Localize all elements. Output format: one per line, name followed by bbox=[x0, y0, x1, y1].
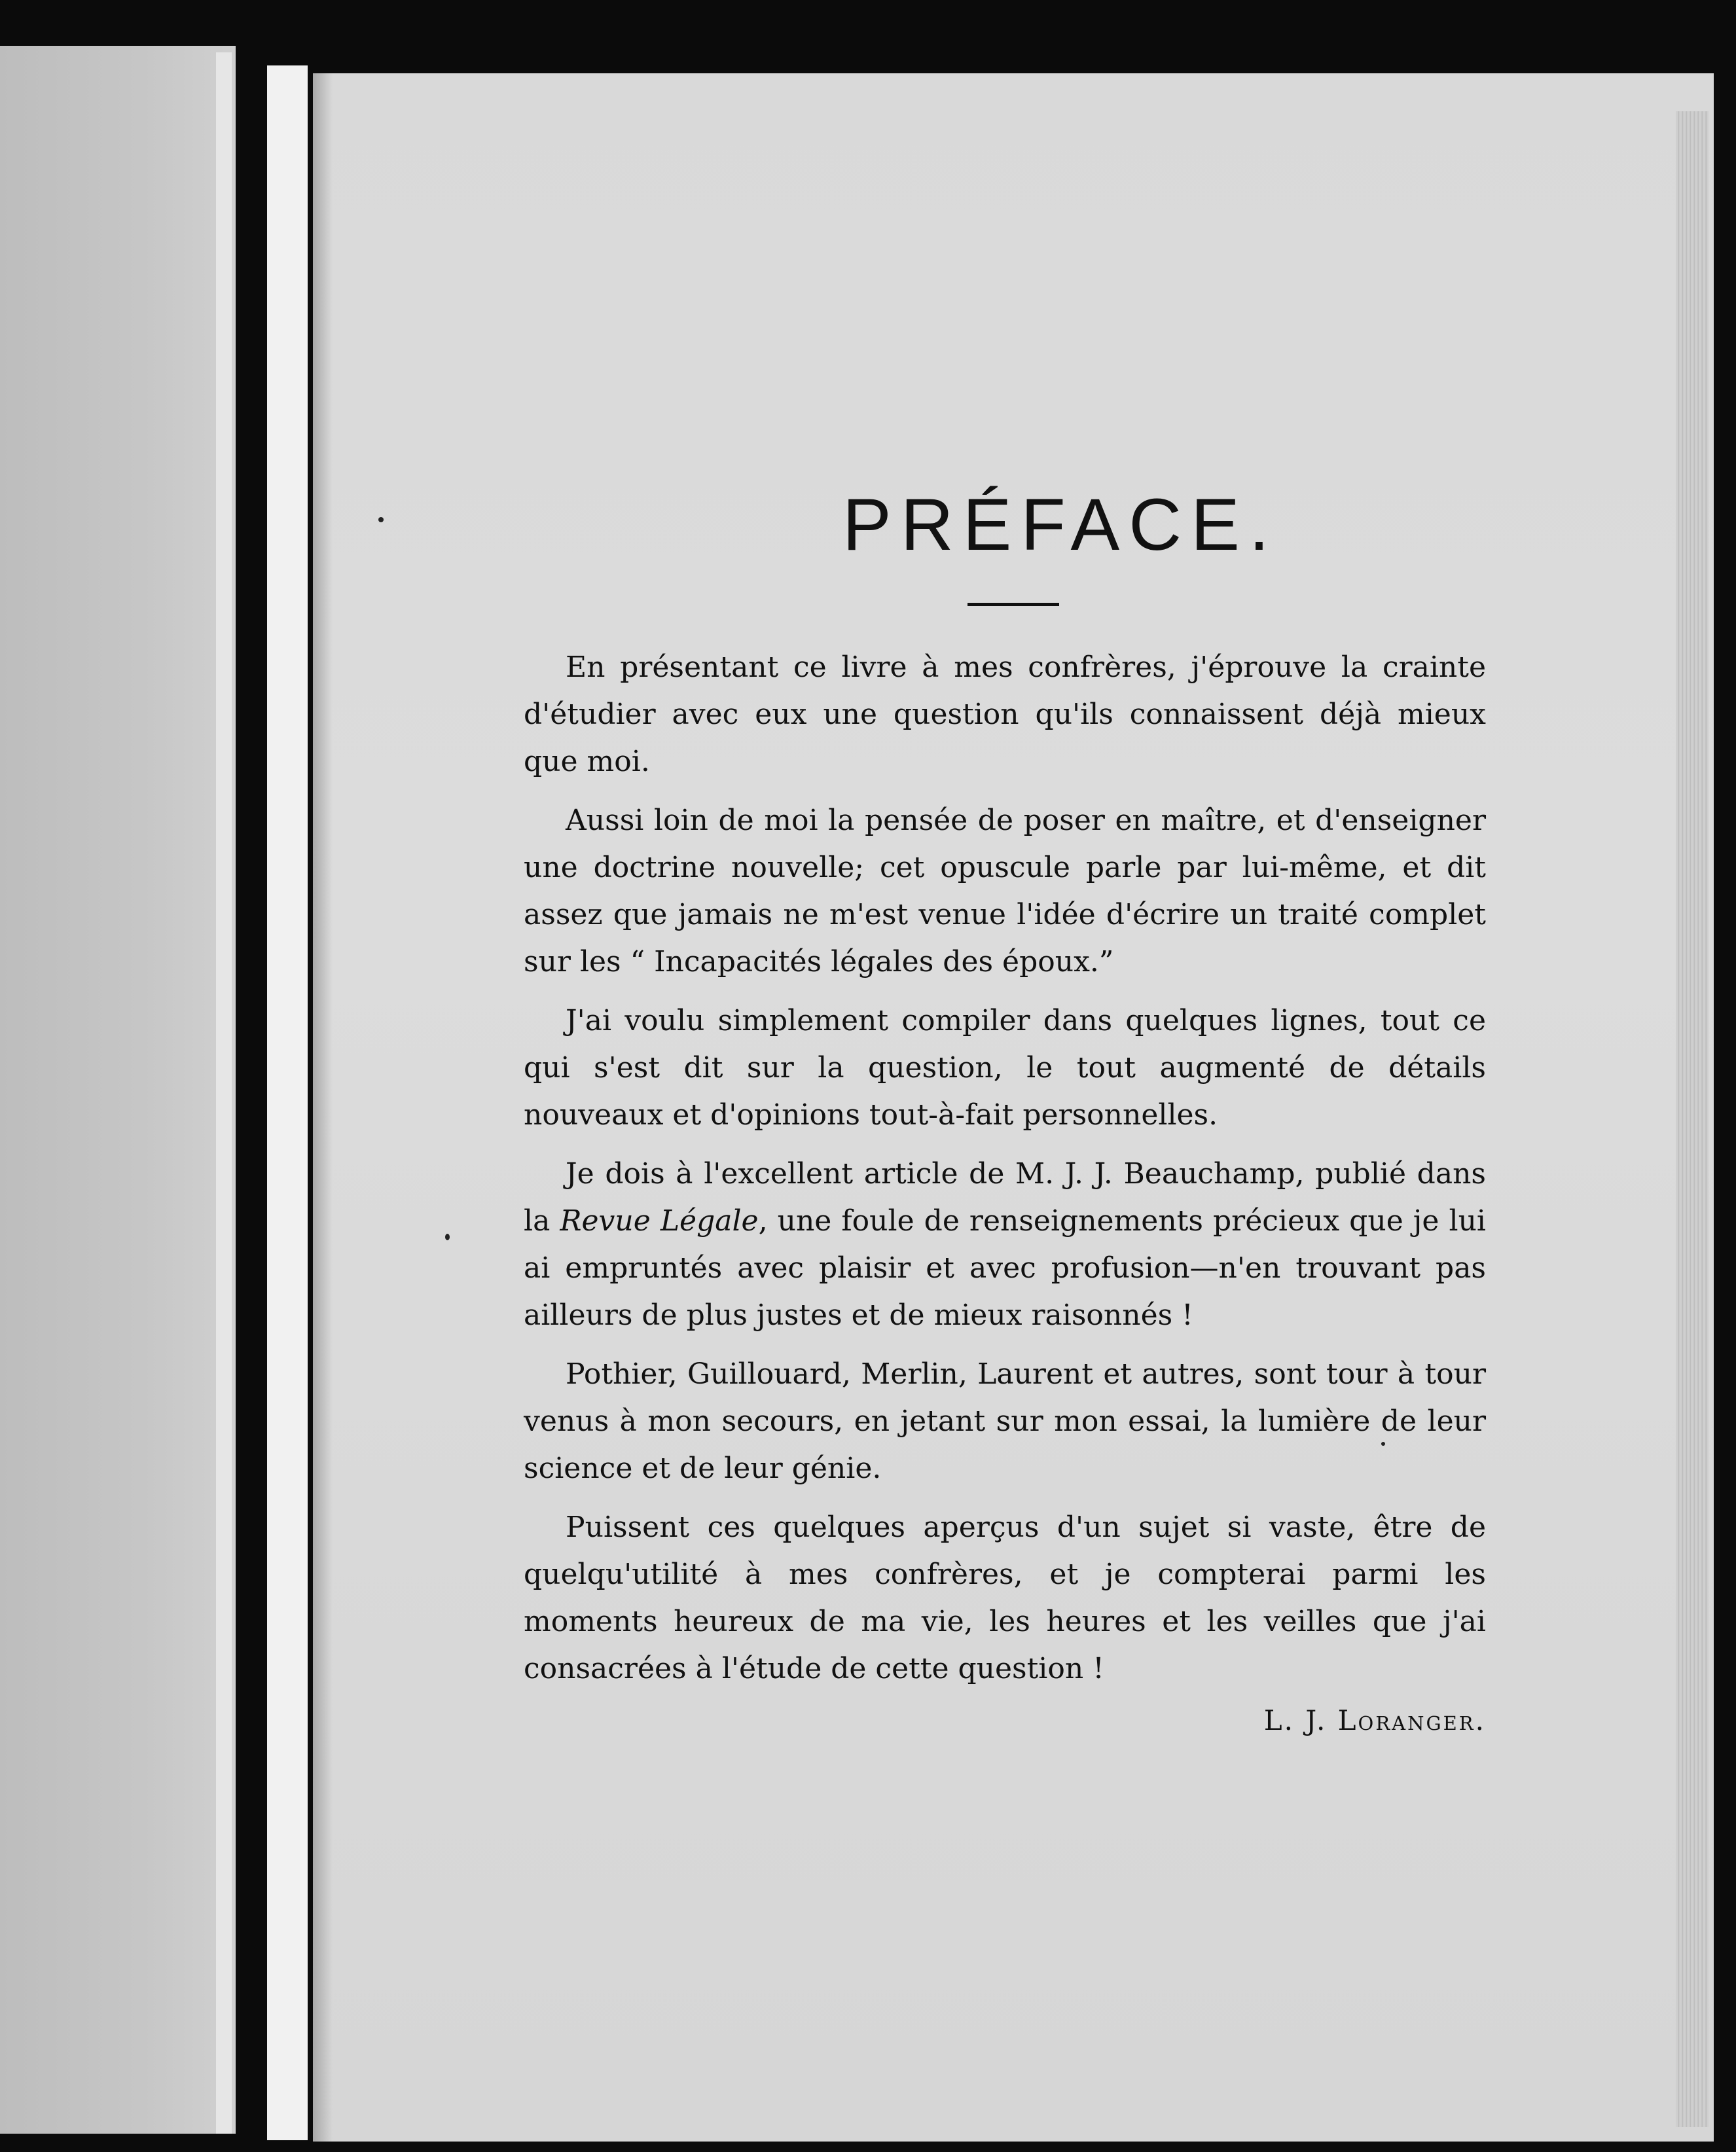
page-binding-shadow bbox=[313, 73, 333, 2142]
ink-speck bbox=[378, 517, 384, 522]
page-title: PRÉFACE. bbox=[842, 484, 1278, 565]
paragraph-1: En présentant ce livre à mes confrères, j'éprouve la crainte d'étudier avec eux une question qu'ils connaissent déjà mieux que moi. bbox=[524, 651, 1486, 779]
journal-title: Revue Légale bbox=[560, 1204, 759, 1238]
gutter-strip bbox=[267, 65, 308, 2140]
preface-body bbox=[524, 644, 1486, 1693]
left-page bbox=[0, 46, 236, 2134]
paragraph-6: Puissent ces quelques aperçus d'un sujet si vaste, être de quelqu'utilité à mes confrères, et je compterai parmi les moments heureux de ma vie, les heures et les veilles que j'ai consacrées à l'étude de cette question ! bbox=[524, 1511, 1486, 1686]
paragraph-4-text-start: Je dois à l'excellent article de M. J. J. Beauchamp, publié dans la bbox=[524, 1157, 1486, 1238]
ink-speck bbox=[445, 1234, 450, 1240]
paragraph-3: J'ai voulu simplement compiler dans quelques lignes, tout ce qui s'est dit sur la question, le tout augmenté de détails nouveaux et d'opinions tout-à-fait personnelles. bbox=[524, 1004, 1486, 1132]
left-page-edge bbox=[216, 52, 232, 2134]
page-fore-edge bbox=[1676, 111, 1709, 2127]
title-divider bbox=[967, 603, 1059, 606]
author-signature: L. J. Loranger. bbox=[1263, 1704, 1486, 1737]
preface-content bbox=[524, 484, 1486, 1736]
paragraph-5: Pothier, Guillouard, Merlin, Laurent et autres, sont tour à tour venus à mon secours, en jetant sur mon essai, la lumière de leur science et de leur génie. bbox=[524, 1357, 1486, 1486]
paragraph-2: Aussi loin de moi la pensée de poser en maître, et d'enseigner une doctrine nouvelle; cet opuscule parle par lui-même, et dit assez que jamais ne m'est venue l'idée d'écrire un traité complet sur les “ Incapacités légales des époux.” bbox=[524, 804, 1486, 979]
paragraph-4-text-end: , une foule de renseignements précieux que je lui ai empruntés avec plaisir et avec profusion—n'en trouvant pas ailleurs de plus justes et de mieux raisonnés ! bbox=[524, 1204, 1486, 1333]
paragraph-4 bbox=[524, 1151, 1486, 1339]
